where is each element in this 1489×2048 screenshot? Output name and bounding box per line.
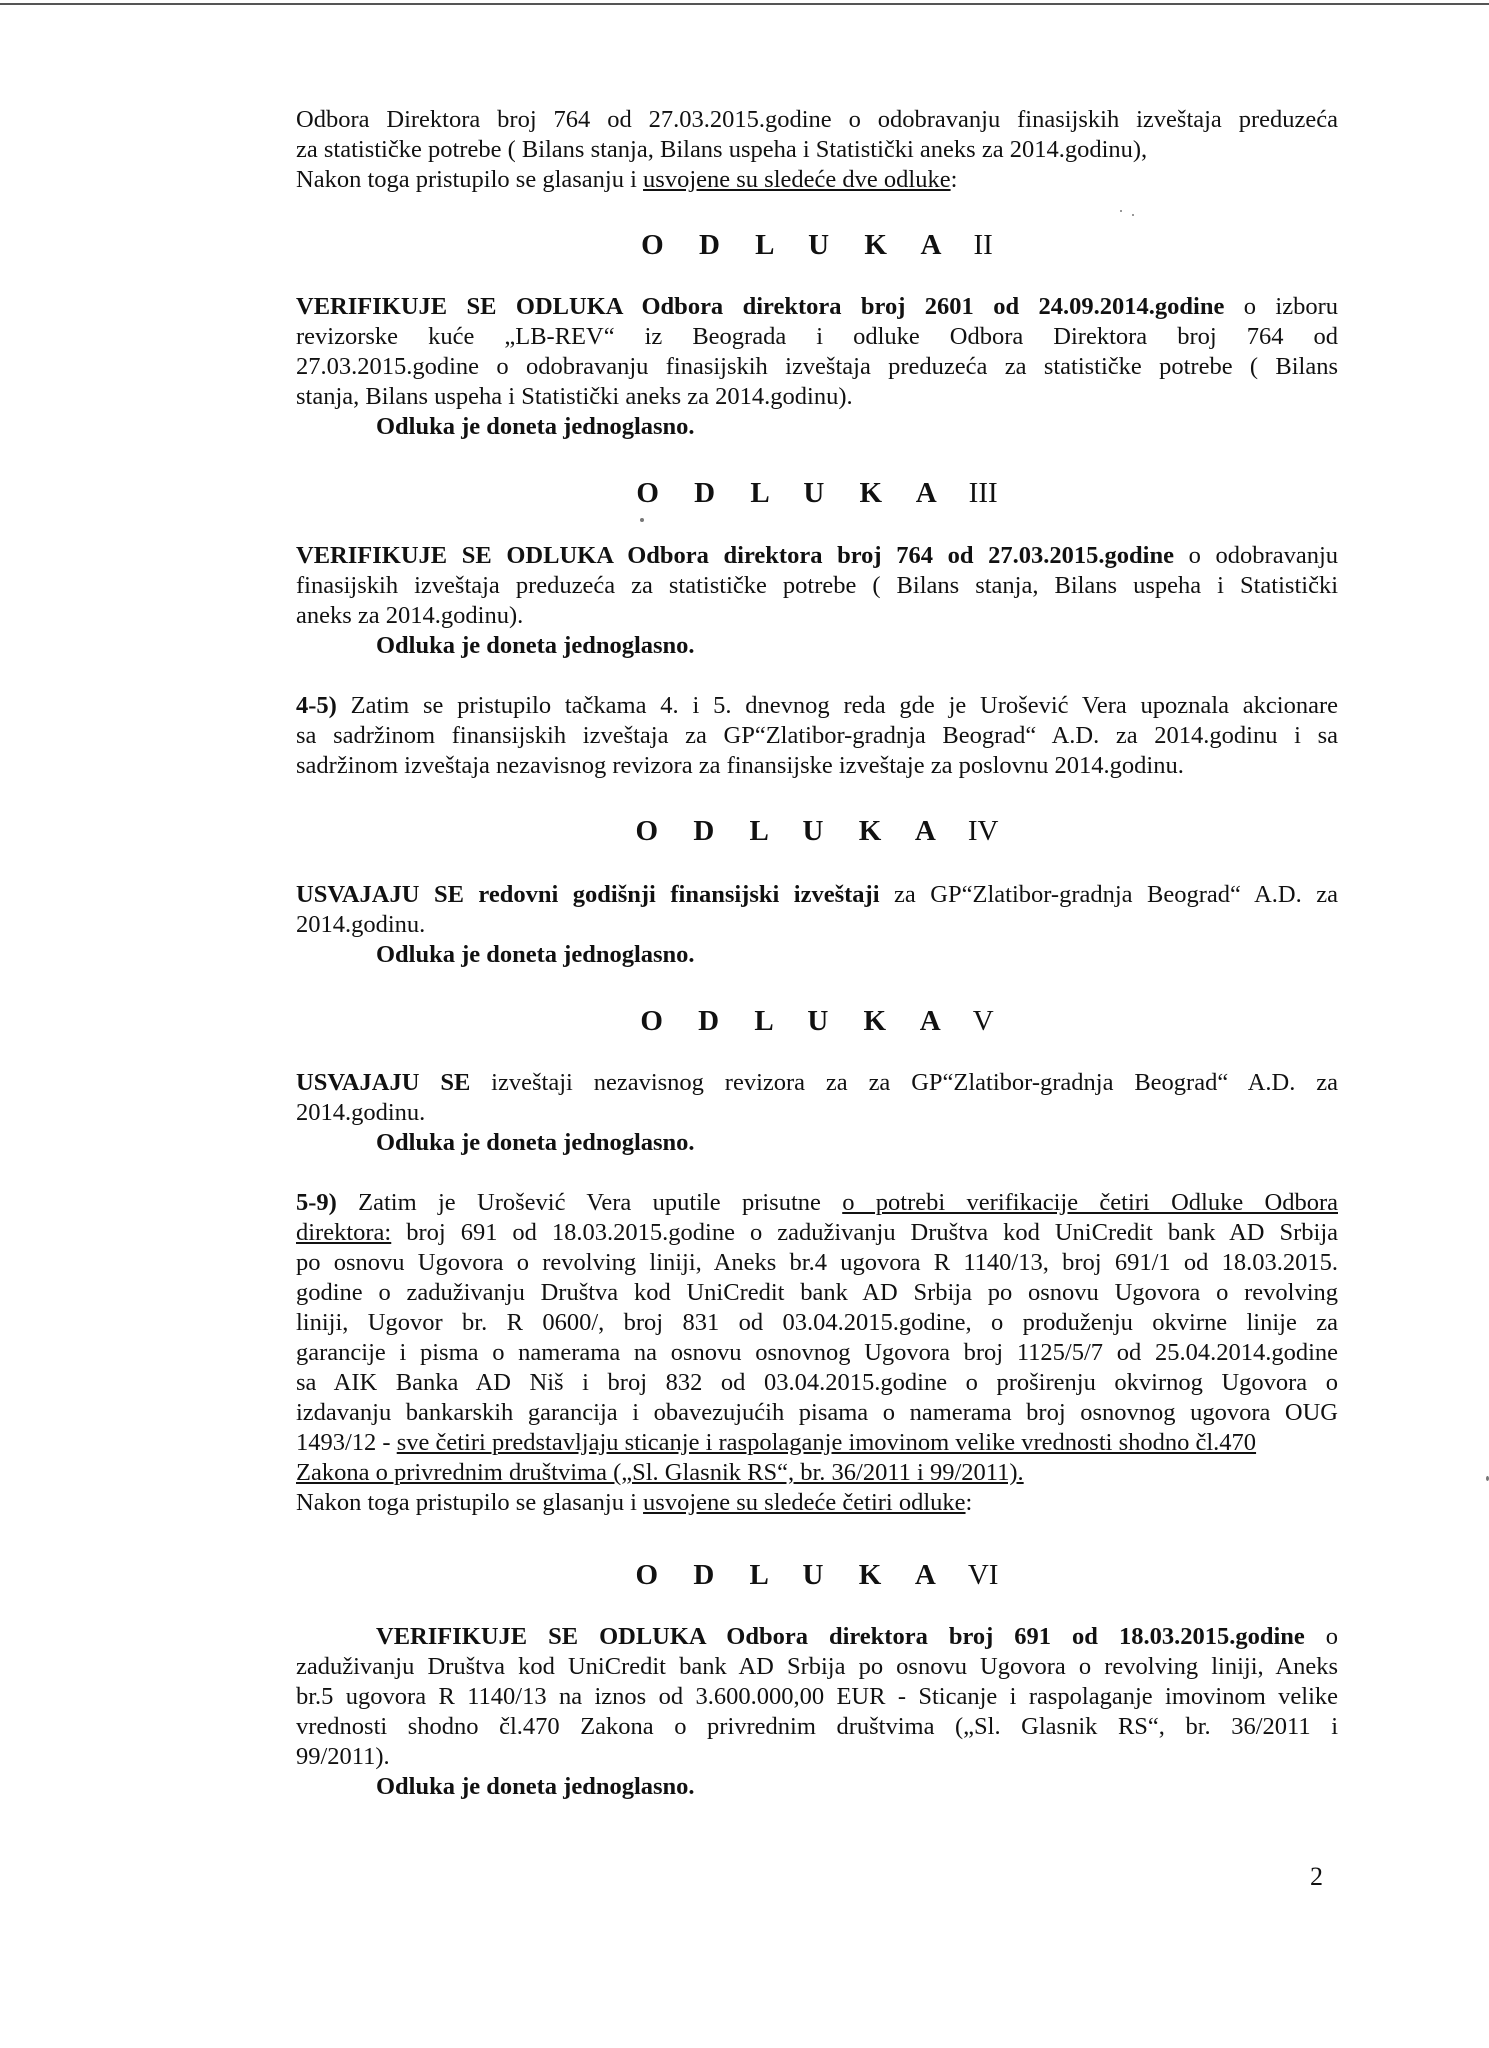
decision-3-line-1 [296, 541, 1338, 571]
decision-6-line-4: vrednosti shodno čl.470 Zakona o privrednim društvima („Sl. Glasnik RS“, br. 36/2011 i [296, 1713, 1338, 1740]
items-5-9-line-2 [296, 1218, 1338, 1248]
decision-3-numeral: III [968, 477, 998, 509]
items-5-9-line-9-underlined: sve četiri predstavljaju sticanje i raspolaganje imovinom velike vrednosti shodno čl.470 [396, 1429, 1257, 1456]
intro-line-3-end: : [950, 166, 958, 193]
scan-speck [1132, 214, 1134, 216]
decision-2-line-1 [296, 292, 1338, 322]
scan-speck [640, 518, 644, 522]
decision-5-body [296, 1068, 1338, 1158]
decision-5-line-1 [296, 1068, 1338, 1098]
items-5-9-line-1 [296, 1188, 1338, 1218]
decision-5-line-2: 2014.godinu. [296, 1099, 426, 1126]
intro-line-3-underlined: usvojene su sledeće dve odluke [643, 166, 951, 193]
page-number: 2 [1310, 1862, 1323, 1891]
items-5-9-line-11 [296, 1488, 1338, 1518]
decision-4-line-2: 2014.godinu. [296, 911, 426, 938]
items-5-9-line-11-start: Nakon toga pristupilo se glasanju i [296, 1489, 644, 1516]
decision-2-line-4: stanja, Bilans uspeha i Statistički aneks za 2014.godinu). [296, 383, 853, 410]
intro-line-3-start: Nakon toga pristupilo se glasanju i [296, 166, 644, 193]
items-5-9-line-10: Zakona o privrednim društvima („Sl. Glasnik RS“, br. 36/2011 i 99/2011). [296, 1459, 1024, 1486]
items-5-9-line-5: liniji, Ugovor br. R 0600/, broj 831 od 03.04.2015.godine, o produženju okvirne linije za [296, 1309, 1338, 1336]
decision-3-line-3: aneks za 2014.godinu). [296, 602, 524, 629]
items-4-5-line-3: sadržinom izveštaja nezavisnog revizora za finansijske izveštaje za poslovnu 2014.godinu. [296, 752, 1184, 779]
intro-paragraph [296, 105, 1338, 195]
decision-3-line-1-rest: o odobravanju [1173, 542, 1339, 569]
items-5-9-line-7: sa AIK Banka AD Niš i broj 832 od 03.04.2015.godine o proširenju okvirnog Ugovora o [296, 1369, 1338, 1396]
decision-2-line-2: revizorske kuće „LB-REV“ iz Beograda i odluke Odbora Direktora broj 764 od [296, 323, 1338, 350]
decision-6-line-5: 99/2011). [296, 1743, 390, 1770]
items-5-9-line-2-rest: broj 691 od 18.03.2015.godine o zaduživanju Društva kod UniCredit bank AD Srbija [391, 1219, 1338, 1246]
decision-6-line-1-bold: VERIFIKUJE SE ODLUKA Odbora direktora broj 691 od 18.03.2015.godine [376, 1623, 1305, 1650]
decision-6-line-1 [296, 1622, 1338, 1652]
decision-4-numeral: IV [967, 815, 999, 847]
decision-6-line-2: zaduživanju Društva kod UniCredit bank AD Srbija po osnovu Ugovora o revolving liniji, Aneks [296, 1653, 1338, 1680]
intro-line-1: Odbora Direktora broj 764 od 27.03.2015.godine o odobravanju finasijskih izveštaja preduzeća [296, 106, 1338, 133]
decision-5-numeral: V [972, 1005, 994, 1037]
items-5-9-line-11-underlined: usvojene su sledeće četiri odluke [643, 1489, 966, 1516]
items-4-5-line-1 [296, 691, 1338, 721]
items-5-9-line-1-plain: Zatim je Urošević Vera uputile prisutne [336, 1189, 843, 1216]
decision-5-heading [296, 1004, 1338, 1038]
items-5-9-line-8: izdavanju bankarskih garancija i obavezujućih pisama o namerama broj osnovnog ugovora OUG [296, 1399, 1338, 1426]
decision-6-title: O D L U K A [635, 1559, 950, 1591]
items-5-9-line-6: garancije i pisma o namerama na osnovu osnovnog Ugovora broj 1125/5/7 od 25.04.2014.godine [296, 1339, 1338, 1366]
decision-2-line-1-bold: VERIFIKUJE SE ODLUKA Odbora direktora broj 2601 od 24.09.2014.godine [296, 293, 1225, 320]
decision-2-line-3: 27.03.2015.godine o odobravanju finasijskih izveštaja preduzeća za statističke potrebe ( Bilans [296, 353, 1338, 380]
decision-5-title: O D L U K A [640, 1005, 955, 1037]
decision-4-heading [296, 814, 1338, 848]
items-5-9-paragraph [296, 1188, 1338, 1518]
decision-4-line-1 [296, 880, 1338, 910]
items-4-5-line-1-rest: Zatim se pristupilo tačkama 4. i 5. dnevnog reda gde je Urošević Vera upoznala akcionare [336, 692, 1338, 719]
decision-4-body [296, 880, 1338, 970]
decision-4-line-1-bold: USVAJAJU SE redovni godišnji finansijski izveštaji [296, 881, 880, 908]
items-4-5-number: 4-5) [296, 692, 337, 719]
items-5-9-line-1-underlined: o potrebi verifikacije četiri Odluke Odbora [842, 1189, 1338, 1216]
decision-3-body [296, 541, 1338, 661]
decision-3-title: O D L U K A [636, 477, 951, 509]
items-5-9-line-2-underlined: direktora: [296, 1219, 392, 1246]
decision-2-heading [296, 228, 1338, 262]
items-5-9-line-11-end: : [965, 1489, 973, 1516]
decision-2-line-1-rest: o izboru [1224, 293, 1339, 320]
decision-5-line-1-rest: izveštaji nezavisnog revizora za za GP“Zlatibor-gradnja Beograd“ A.D. za [470, 1069, 1338, 1096]
decision-2-numeral: II [973, 229, 993, 261]
decision-3-line-2: finasijskih izveštaja preduzeća za statističke potrebe ( Bilans stanja, Bilans uspeha i Statistički [296, 572, 1338, 599]
decision-4-result: Odluka je doneta jednoglasno. [376, 941, 695, 968]
items-4-5-paragraph [296, 691, 1338, 781]
decision-6-result: Odluka je doneta jednoglasno. [376, 1773, 695, 1800]
decision-6-numeral: VI [967, 1559, 999, 1591]
items-5-9-line-9-plain: 1493/12 - [296, 1429, 397, 1456]
decision-5-line-1-bold: USVAJAJU SE [296, 1069, 471, 1096]
decision-2-body [296, 292, 1338, 442]
decision-3-result: Odluka je doneta jednoglasno. [376, 632, 695, 659]
items-5-9-line-9 [296, 1428, 1338, 1458]
decision-6-line-3: br.5 ugovora R 1140/13 na iznos od 3.600.000,00 EUR - Sticanje i raspolaganje imovinom velike [296, 1683, 1338, 1710]
intro-line-3 [296, 165, 1338, 195]
items-5-9-number: 5-9) [296, 1189, 337, 1216]
decision-3-heading [296, 476, 1338, 510]
decision-4-title: O D L U K A [635, 815, 950, 847]
items-5-9-line-4: godine o zaduživanju Društva kod UniCredit bank AD Srbija po osnovu Ugovora o revolving [296, 1279, 1338, 1306]
decision-3-line-1-bold: VERIFIKUJE SE ODLUKA Odbora direktora broj 764 od 27.03.2015.godine [296, 542, 1174, 569]
decision-4-line-1-rest: za GP“Zlatibor-gradnja Beograd“ A.D. za [879, 881, 1338, 908]
intro-line-2: za statističke potrebe ( Bilans stanja, Bilans uspeha i Statistički aneks za 2014.godinu), [296, 136, 1148, 163]
scan-speck [1120, 210, 1122, 212]
decision-5-result: Odluka je doneta jednoglasno. [376, 1129, 695, 1156]
decision-2-result: Odluka je doneta jednoglasno. [376, 413, 695, 440]
decision-6-body [296, 1622, 1338, 1802]
decision-6-heading [296, 1558, 1338, 1592]
items-4-5-line-2: sa sadržinom finansijskih izveštaja za GP“Zlatibor-gradnja Beograd“ A.D. za 2014.godinu i sa [296, 722, 1338, 749]
decision-2-title: O D L U K A [641, 229, 956, 261]
items-5-9-line-3: po osnovu Ugovora o revolving liniji, Aneks br.4 ugovora R 1140/13, broj 691/1 od 18.03.2015. [296, 1249, 1338, 1276]
decision-6-line-1-rest: o [1304, 1623, 1339, 1650]
